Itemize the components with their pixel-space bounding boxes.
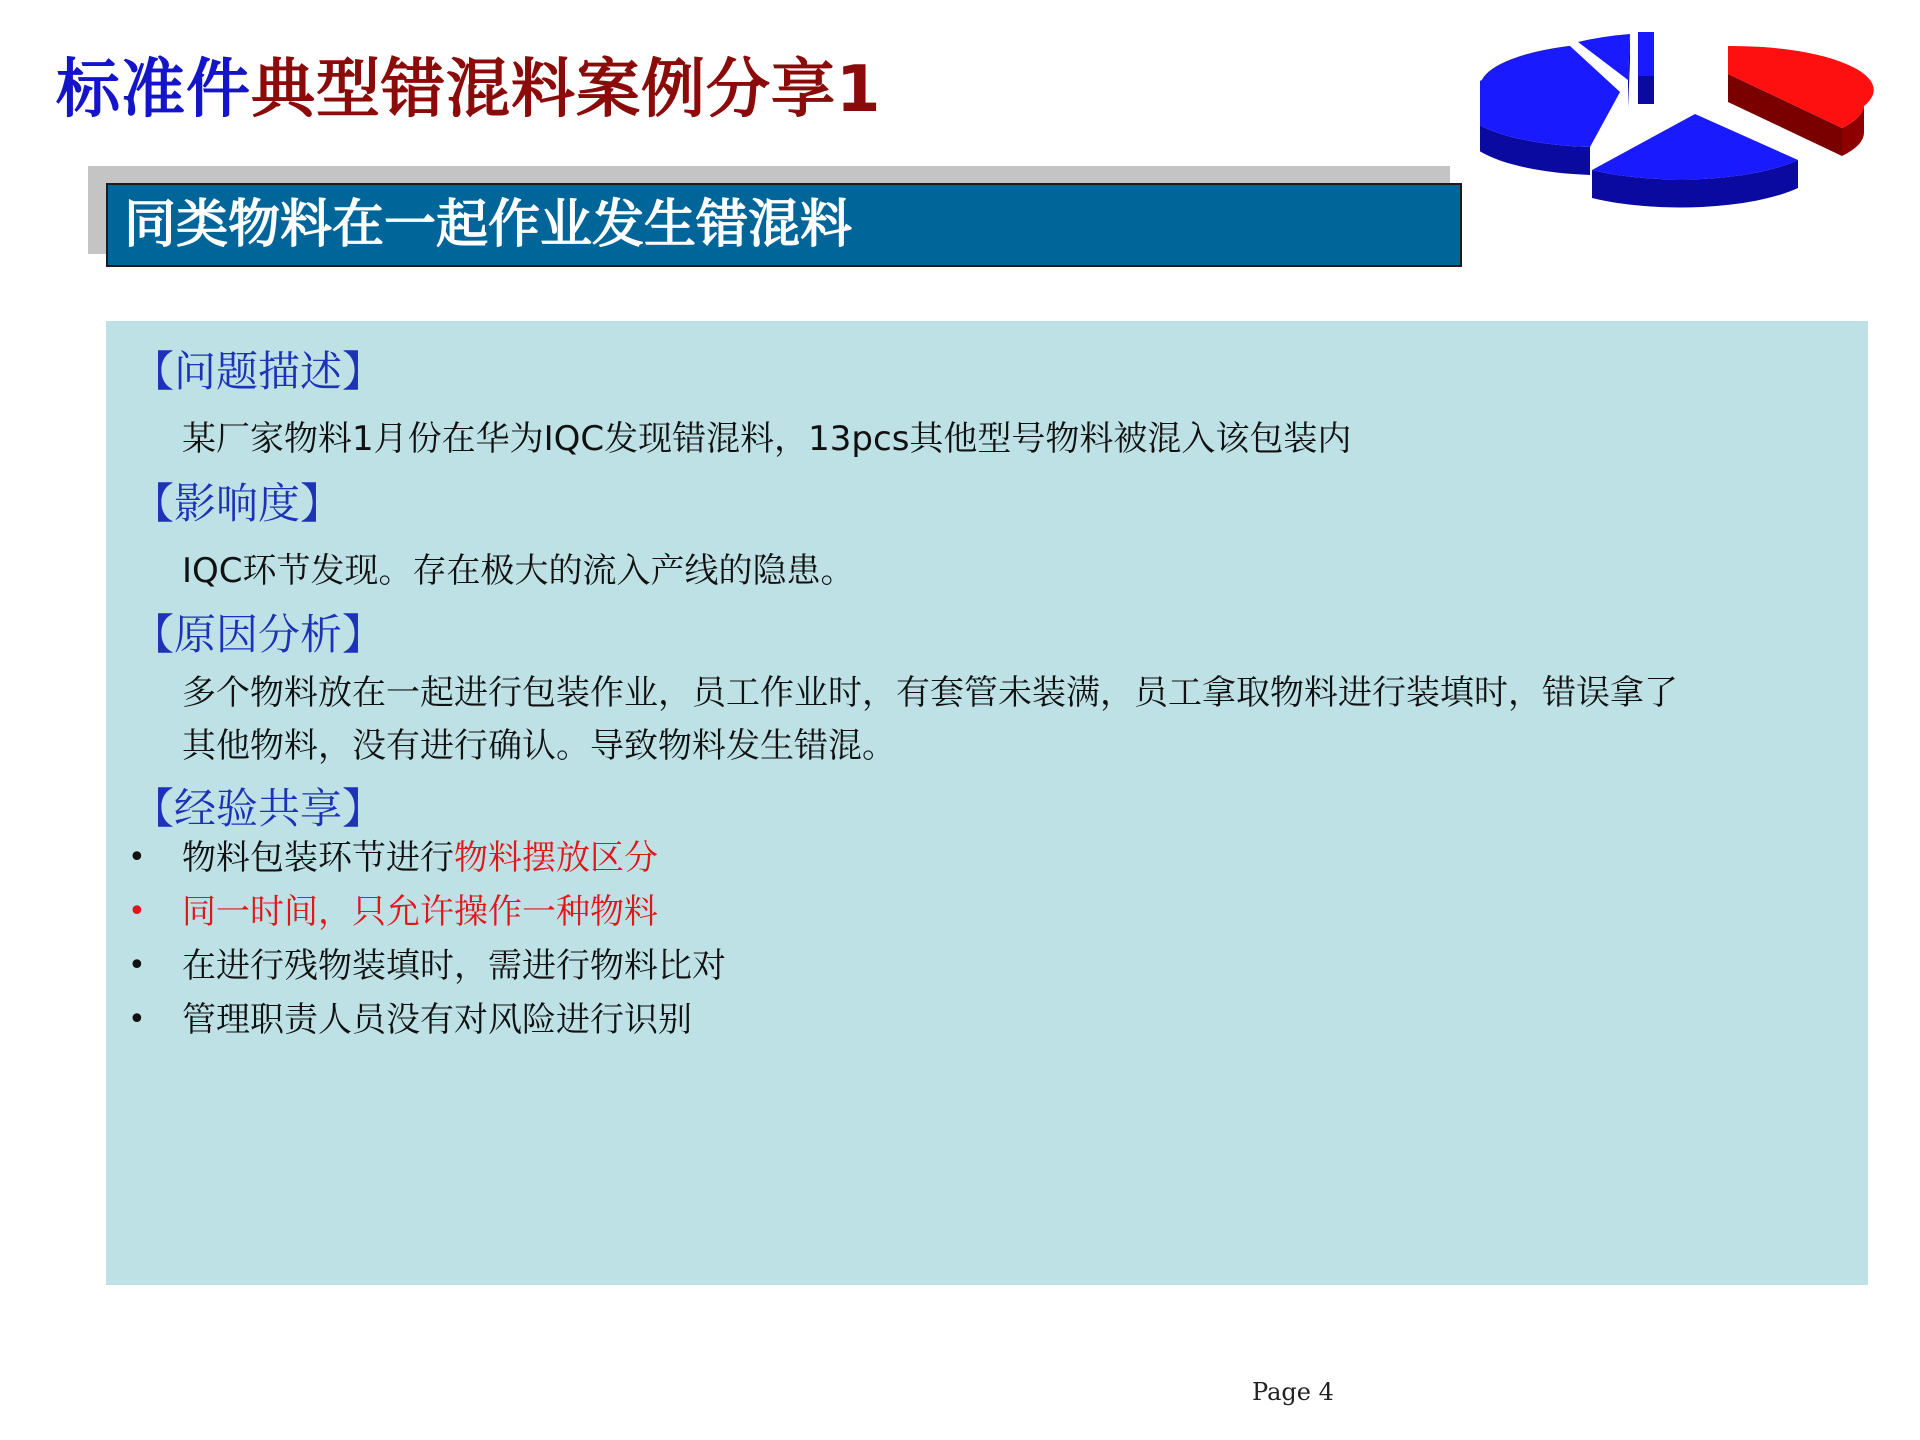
bullet-icon: • <box>128 1002 146 1037</box>
page-number: Page 4 <box>1252 1378 1334 1406</box>
bullet-icon: • <box>128 840 146 875</box>
text-problem: 某厂家物料1月份在华为IQC发现错混料，13pcs其他型号物料被混入该包装内 <box>182 419 1352 459</box>
pie-slice-blue-left <box>1480 46 1620 175</box>
bullet-icon: • <box>128 948 146 983</box>
lesson-text: 在进行残物装填时，需进行物料比对 <box>182 946 726 986</box>
title-part-case: 典型错混料案例分享1 <box>251 53 882 127</box>
lesson-text <box>182 833 658 883</box>
slide-title <box>56 38 882 130</box>
text-impact: IQC环节发现。存在极大的流入产线的隐患。 <box>182 551 855 591</box>
heading-problem: 【问题描述】 <box>132 347 385 396</box>
text-cause-line2: 其他物料，没有进行确认。导致物料发生错混。 <box>182 726 896 766</box>
content-panel <box>106 321 1868 1285</box>
heading-impact: 【影响度】 <box>132 479 343 528</box>
pie-chart-graphic <box>1480 30 1900 210</box>
heading-lessons: 【经验共享】 <box>132 784 385 833</box>
text-cause-line1: 多个物料放在一起进行包装作业，员工作业时，有套管未装满，员工拿取物料进行装填时，错误拿了 <box>182 673 1678 713</box>
lesson-text: 管理职责人员没有对风险进行识别 <box>182 1000 692 1040</box>
lesson-text: 同一时间，只允许操作一种物料 <box>182 892 658 932</box>
section-banner: 同类物料在一起作业发生错混料 <box>106 183 1462 267</box>
heading-cause: 【原因分析】 <box>132 610 385 659</box>
bullet-icon: • <box>128 894 146 929</box>
pie-slice-blue-front <box>1592 114 1798 207</box>
lesson-text-prefix: 物料包装环节进行 <box>182 838 454 878</box>
title-part-standard: 标准件 <box>56 53 251 127</box>
lesson-text-highlight: 物料摆放区分 <box>454 838 658 878</box>
